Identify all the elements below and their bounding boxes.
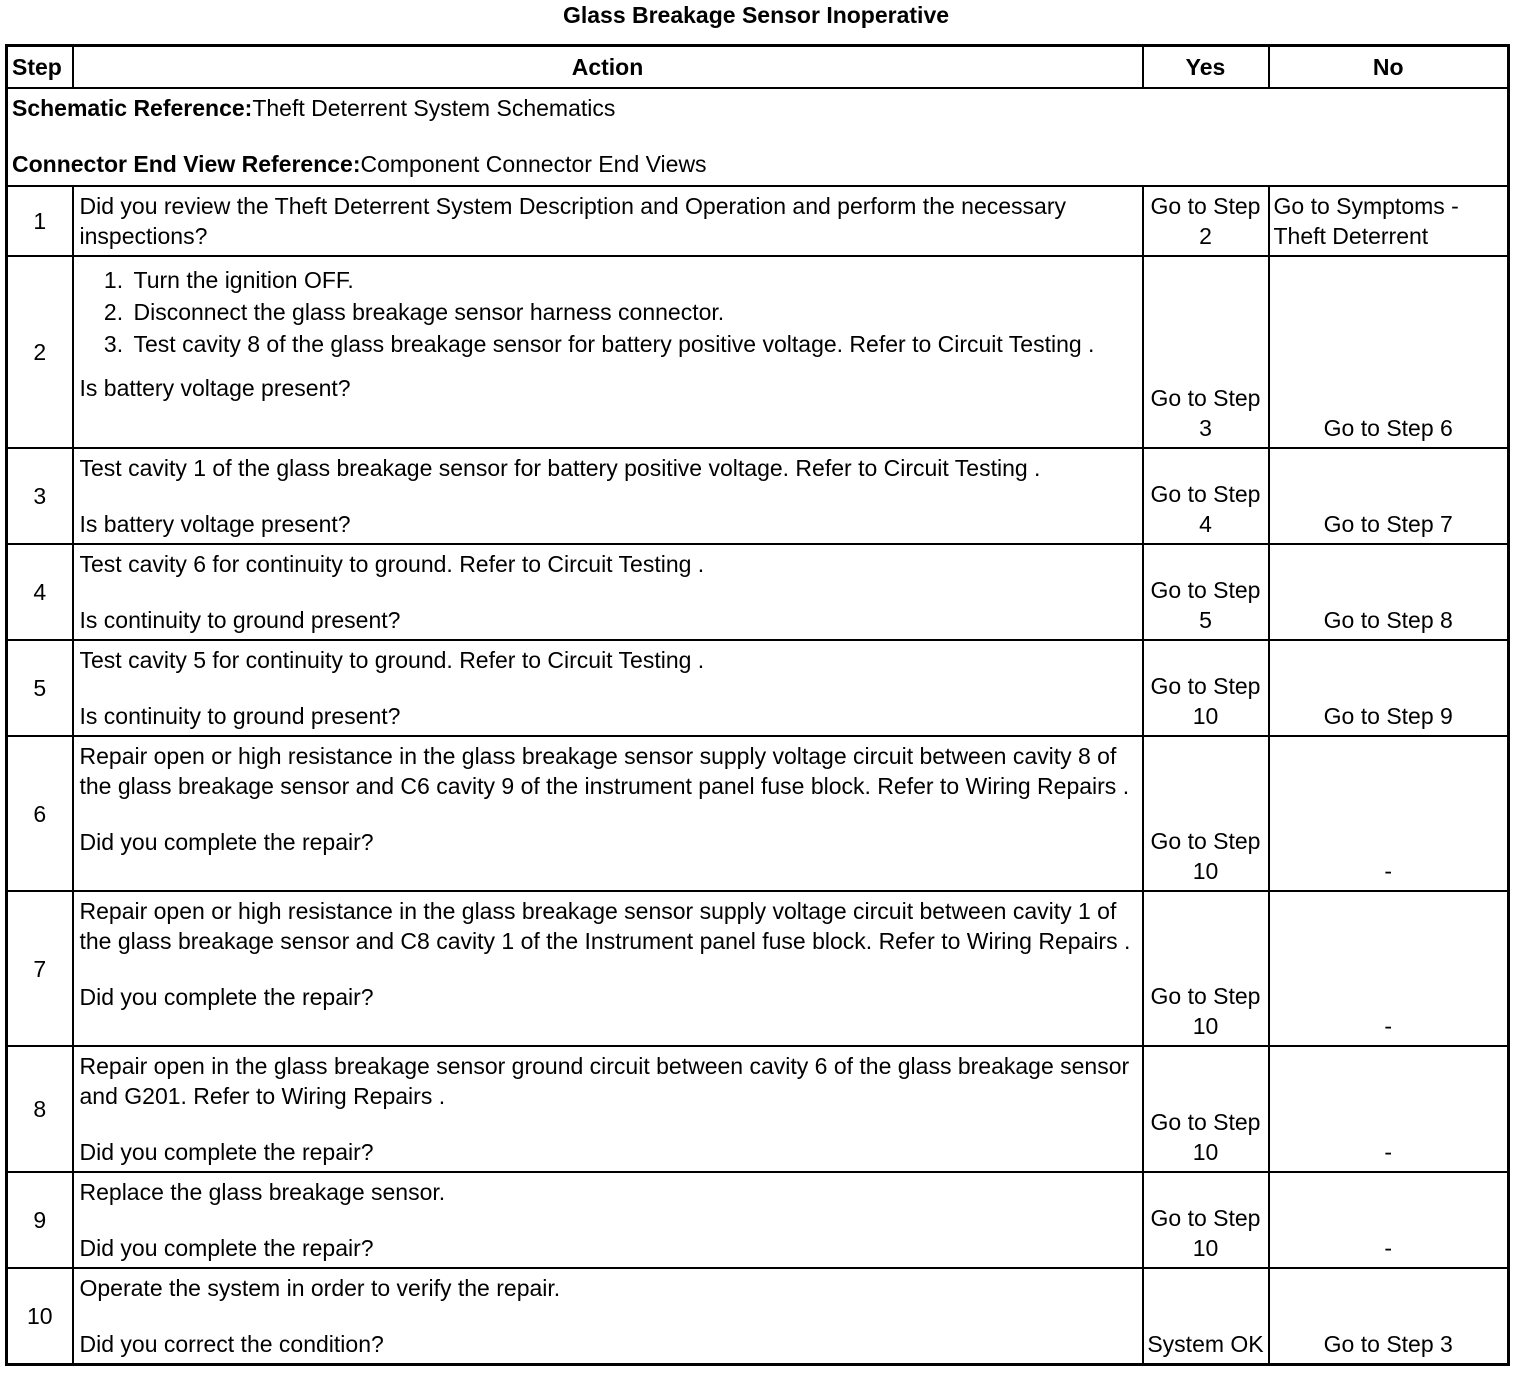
action-question: Is battery voltage present? — [79, 511, 351, 537]
diagnostic-table — [5, 44, 1510, 1366]
table-row — [7, 640, 1509, 736]
list-item: 3. Test cavity 8 of the glass breakage sensor for battery positive voltage. Refer to Circuit Testing . — [130, 329, 1138, 359]
table-header-row — [7, 46, 1509, 89]
reference-row — [7, 88, 1509, 186]
reference-cell — [7, 88, 1509, 186]
header-action: Action — [73, 46, 1143, 89]
step-number: 8 — [7, 1046, 73, 1172]
schematic-reference — [12, 93, 1503, 123]
no-cell: - — [1269, 1172, 1509, 1268]
step-number: 9 — [7, 1172, 73, 1268]
table-row — [7, 1046, 1509, 1172]
step-number: 1 — [7, 186, 73, 256]
step-number: 5 — [7, 640, 73, 736]
table-row — [7, 448, 1509, 544]
action-cell — [73, 891, 1143, 1046]
action-text: Repair open or high resistance in the glass breakage sensor supply voltage circuit between cavity 8 of the glass breakage sensor and C6 cavity 9 of the instrument panel fuse block. Refer to Wiring Repairs . — [79, 743, 1130, 799]
action-question: Did you complete the repair? — [79, 1139, 374, 1165]
action-text: Operate the system in order to verify the repair. — [79, 1275, 561, 1301]
action-text: Test cavity 6 for continuity to ground. Refer to Circuit Testing . — [79, 551, 705, 577]
step-number: 6 — [7, 736, 73, 891]
table-row — [7, 736, 1509, 891]
table-row — [7, 891, 1509, 1046]
yes-cell[interactable]: Go to Step 10 — [1143, 736, 1269, 891]
yes-cell[interactable]: Go to Step 10 — [1143, 1046, 1269, 1172]
yes-cell[interactable]: Go to Step 3 — [1143, 256, 1269, 448]
step-number: 2 — [7, 256, 73, 448]
action-cell — [73, 256, 1143, 448]
yes-cell[interactable]: Go to Step 2 — [1143, 186, 1269, 256]
schematic-reference-label: Schematic Reference: — [12, 95, 253, 121]
action-cell — [73, 736, 1143, 891]
connector-reference-label: Connector End View Reference: — [12, 151, 361, 177]
table-row — [7, 1268, 1509, 1365]
yes-cell[interactable]: Go to Step 10 — [1143, 640, 1269, 736]
action-cell — [73, 186, 1143, 256]
action-cell — [73, 544, 1143, 640]
page-title: Glass Breakage Sensor Inoperative — [562, 2, 950, 28]
list-item: 2. Disconnect the glass breakage sensor harness connector. — [130, 297, 1138, 327]
no-cell[interactable]: Go to Symptoms - Theft Deterrent — [1269, 186, 1509, 256]
schematic-reference-link[interactable]: Theft Deterrent System Schematics — [252, 95, 616, 121]
header-step: Step — [7, 46, 73, 89]
action-cell — [73, 1268, 1143, 1365]
action-question: Is continuity to ground present? — [79, 607, 401, 633]
action-question: Did you complete the repair? — [79, 984, 374, 1010]
action-question: Did you complete the repair? — [79, 1235, 374, 1261]
table-row — [7, 186, 1509, 256]
action-cell — [73, 1046, 1143, 1172]
yes-cell[interactable]: Go to Step 10 — [1143, 1172, 1269, 1268]
action-cell — [73, 640, 1143, 736]
table-row — [7, 544, 1509, 640]
step-number: 3 — [7, 448, 73, 544]
action-cell — [73, 1172, 1143, 1268]
action-cell — [73, 448, 1143, 544]
no-cell: - — [1269, 736, 1509, 891]
header-yes: Yes — [1143, 46, 1269, 89]
list-item: 1. Turn the ignition OFF. — [130, 265, 1138, 295]
action-text: Test cavity 1 of the glass breakage sensor for battery positive voltage. Refer to Circuit Testing . — [79, 455, 1041, 481]
action-question: Did you correct the condition? — [79, 1331, 384, 1357]
action-steps-list — [80, 265, 1138, 359]
connector-reference — [12, 149, 1503, 179]
action-text: Did you review the Theft Deterrent System Description and Operation and perform the necessary inspections? — [79, 193, 1066, 249]
no-cell: - — [1269, 1046, 1509, 1172]
no-cell[interactable]: Go to Step 6 — [1269, 256, 1509, 448]
step-number: 4 — [7, 544, 73, 640]
table-row — [7, 256, 1509, 448]
action-question: Did you complete the repair? — [79, 829, 374, 855]
yes-cell[interactable]: Go to Step 4 — [1143, 448, 1269, 544]
table-row — [7, 1172, 1509, 1268]
yes-cell[interactable]: Go to Step 5 — [1143, 544, 1269, 640]
no-cell[interactable]: Go to Step 8 — [1269, 544, 1509, 640]
action-text: Test cavity 5 for continuity to ground. Refer to Circuit Testing . — [79, 647, 705, 673]
step-number: 10 — [7, 1268, 73, 1365]
no-cell[interactable]: Go to Step 9 — [1269, 640, 1509, 736]
action-text: Repair open or high resistance in the glass breakage sensor supply voltage circuit between cavity 1 of the glass breakage sensor and C8 cavity 1 of the Instrument panel fuse block. Refer to Wiring Repairs . — [79, 898, 1131, 954]
no-cell[interactable]: Go to Step 3 — [1269, 1268, 1509, 1365]
no-cell: - — [1269, 891, 1509, 1046]
yes-cell: System OK — [1143, 1268, 1269, 1365]
step-number: 7 — [7, 891, 73, 1046]
action-question: Is battery voltage present? — [79, 375, 351, 401]
action-text: Replace the glass breakage sensor. — [79, 1179, 446, 1205]
connector-reference-link[interactable]: Component Connector End Views — [360, 151, 707, 177]
no-cell[interactable]: Go to Step 7 — [1269, 448, 1509, 544]
action-text: Repair open in the glass breakage sensor ground circuit between cavity 6 of the glass breakage sensor and G201. Refer to Wiring Repairs . — [79, 1053, 1130, 1109]
yes-cell[interactable]: Go to Step 10 — [1143, 891, 1269, 1046]
action-question: Is continuity to ground present? — [79, 703, 401, 729]
header-no: No — [1269, 46, 1509, 89]
